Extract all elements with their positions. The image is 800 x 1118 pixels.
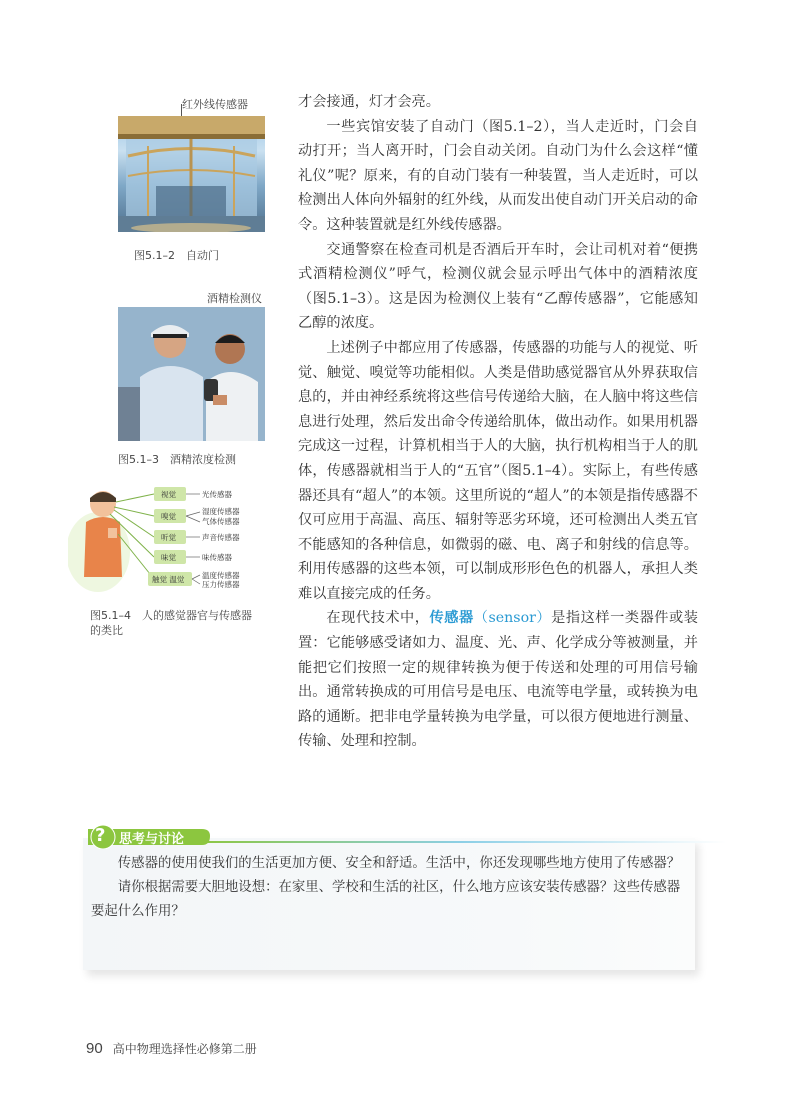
- sensor-label-humidity: 湿度传感器: [202, 507, 240, 516]
- sensor-term: 传感器: [429, 610, 474, 627]
- sensor-label-light: 光传感器: [202, 490, 232, 499]
- sensor-label-temperature: 温度传感器: [202, 571, 240, 580]
- sense-label-sight: 视觉: [161, 490, 176, 499]
- fig4-caption: [90, 608, 270, 638]
- paragraph-sensor-definition: [298, 606, 698, 754]
- main-body-text: [298, 90, 698, 754]
- definition-rest: 是指这样一类器件或装置：它能够感受诸如力、温度、光、声、化学成分等被测量，并能把它们按照一定的规律转换为便于传送和处理的可用信号输出。通常转换成的可用信号是电压、电流等电学量，或转换为电路的通断。把非电学量转换为电学量，可以很方便地进行测量、传输、处理和控制。: [298, 610, 698, 750]
- automatic-door-photo: [118, 116, 265, 232]
- definition-intro: 在现代技术中，: [326, 610, 430, 627]
- paragraph-0: 才会接通，灯才会亮。: [298, 94, 440, 110]
- sense-label-touch: 触觉 温觉: [152, 575, 185, 584]
- sensor-label-taste: 味传感器: [202, 553, 232, 562]
- discussion-title: 思考与讨论: [119, 832, 185, 847]
- discussion-header: [86, 823, 726, 845]
- page-number: 90: [86, 1040, 103, 1057]
- senses-sensors-diagram: [68, 482, 268, 592]
- fig4-caption-line1: 图5.1–4 人的感觉器官与传感器: [90, 609, 252, 622]
- book-title: 高中物理选择性必修第二册: [112, 1042, 257, 1056]
- sense-label-taste: 味觉: [161, 553, 176, 562]
- sensor-label-pressure: 压力传感器: [202, 580, 240, 589]
- paragraph-alcohol-test: 交通警察在检查司机是否酒后开车时，会让司机对着“便携式酒精检测仪”呼气，检测仪就会显示呼出气体中的酒精浓度（图5.1–3）。这是因为检测仪上装有“乙醇传感器”，它能感知乙醇的浓度。: [298, 241, 698, 332]
- fig2-caption: 图5.1–2 自动门: [134, 249, 219, 262]
- sense-label-smell: 嗅觉: [161, 512, 176, 521]
- fig4-caption-line2: 的类比: [90, 624, 123, 637]
- question-mark-icon: ?: [95, 825, 106, 846]
- sensor-label-gas: 气体传感器: [202, 517, 240, 526]
- fig2-pointer-label: 红外线传感器: [182, 98, 248, 111]
- sense-label-hearing: 听觉: [161, 533, 176, 542]
- discussion-question-1: 传感器的使用使我们的生活更加方便、安全和舒适。生活中，你还发现哪些地方使用了传感器？: [117, 856, 681, 871]
- discussion-questions: [91, 852, 691, 924]
- page-footer: [86, 1040, 257, 1057]
- fig3-label: 酒精检测仪: [207, 292, 262, 305]
- discussion-question-2: 请你根据需要大胆地设想：在家里、学校和生活的社区，什么地方应该安装传感器？这些传感器要起什么作用？: [91, 880, 681, 919]
- sensor-term-english: （sensor）: [473, 610, 552, 627]
- paragraph-senses: 上述例子中都应用了传感器，传感器的功能与人的视觉、听觉、触觉、嗅觉等功能相似。人类是借助感觉器官从外界获取信息的，并由神经系统将这些信号传递给大脑，在人脑中将这些信息进行处理，然后发出命令传递给肌体，做出动作。如果用机器完成这一过程，计算机相当于人的大脑，执行机构相当于人的肌体，传感器就相当于人的“五官”（图5.1–4）。实际上，有些传感器还具有“超人”的本领。这里所说的“超人”的本领是指传感器不仅可应用于高温、高压、辐射等恶劣环境，还可检测出人类五官不能感知的各种信息，如微弱的磁、电、离子和射线的信息等。利用传感器的这些本领，可以制成形形色色的机器人，承担人类难以直接完成的任务。: [298, 339, 698, 602]
- alcohol-test-photo: [118, 307, 265, 441]
- fig3-caption: 图5.1–3 酒精浓度检测: [118, 453, 236, 466]
- sensor-label-sound: 声音传感器: [202, 533, 240, 542]
- paragraph-automatic-door: 一些宾馆安装了自动门（图5.1–2），当人走近时，门会自动打开；当人离开时，门会自动关闭。自动门为什么会这样“懂礼仪”呢？原来，有的自动门装有一种装置，当人走近时，可以检测出人体向外辐射的红外线，从而发出使自动门开关启动的命令。这种装置就是红外线传感器。: [298, 118, 698, 233]
